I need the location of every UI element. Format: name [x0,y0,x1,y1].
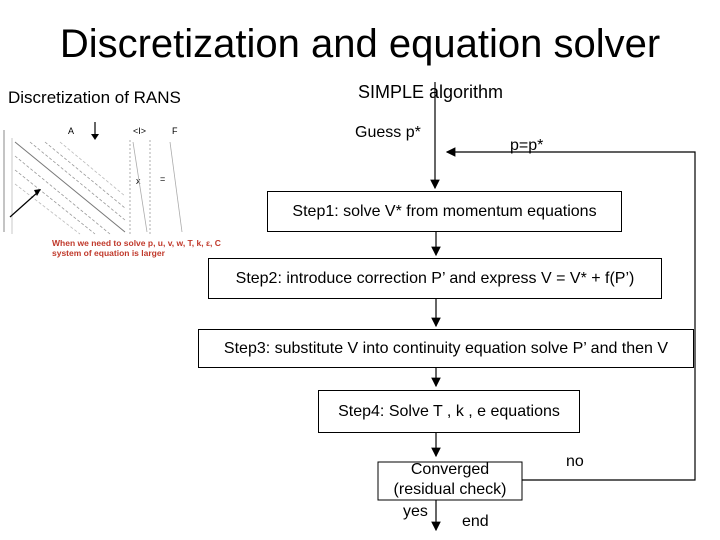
matrix-label-i: <I> [133,126,147,136]
matrix-label-x: x [136,176,141,186]
slide-title: Discretization and equation solver [59,22,661,66]
step2-box: Step2: introduce correction P’ and express V = V* + f(P’) [208,258,662,299]
step1-box: Step1: solve V* from momentum equations [267,191,622,232]
matrix-label-eq: = [160,174,166,184]
step3-box: Step3: substitute V into continuity equation solve P’ and then V [198,329,694,368]
algorithm-heading: SIMPLE algorithm [358,82,504,102]
update-label: p=p* [510,137,544,154]
end-label: end [462,513,489,530]
discretization-heading: Discretization of RANS [8,88,181,107]
no-label: no [566,453,584,470]
matrix-note: When we need to solve p, u, v, w, T, k, ε, C system of equation is larger [52,238,221,258]
guess-label: Guess p* [355,124,421,141]
yes-label: yes [403,503,428,520]
step4-box: Step4: Solve T , k , e equations [318,390,580,433]
converged-label: Converged (residual check) [393,461,507,498]
matrix-label-f: F [172,126,178,136]
matrix-label-a: A [68,126,75,136]
